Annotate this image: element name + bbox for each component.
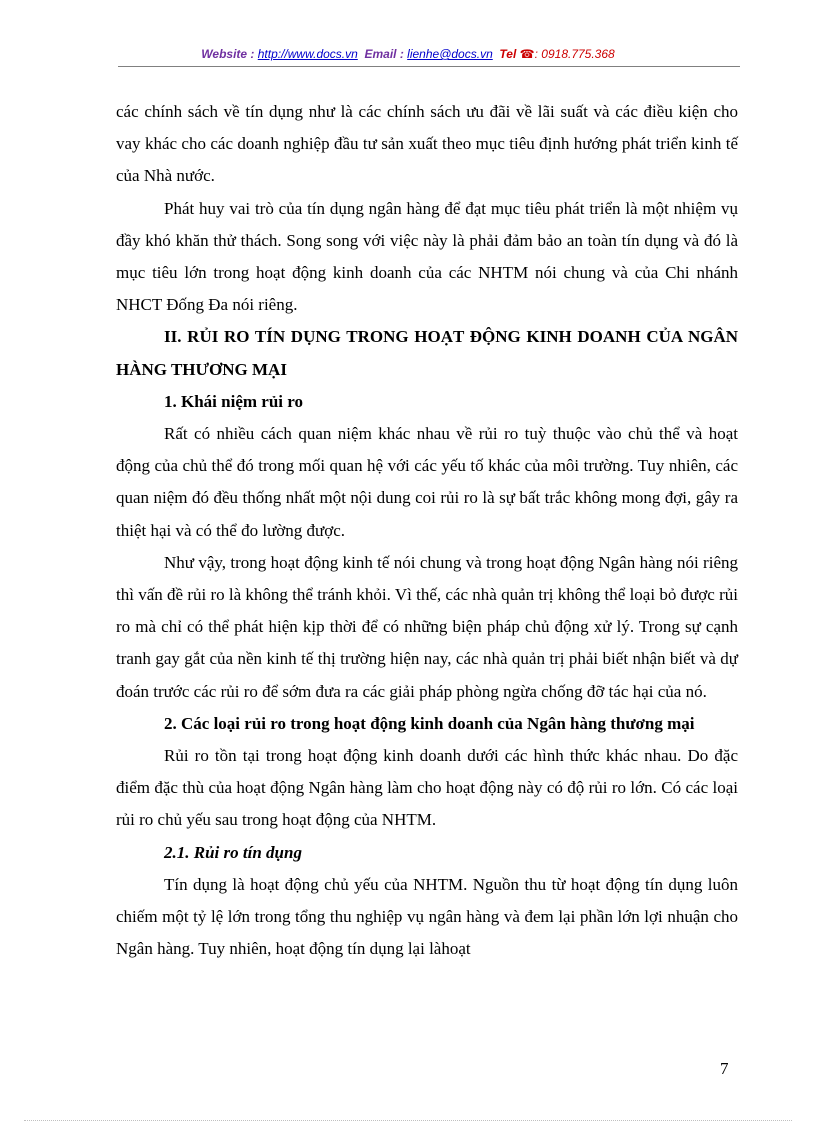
header-divider <box>118 66 740 67</box>
tel-label: Tel <box>499 47 517 61</box>
email-separator: : <box>396 47 404 61</box>
page-header <box>0 47 816 61</box>
email-label: Email <box>364 47 397 61</box>
tel-group <box>499 47 614 61</box>
paragraph-1: các chính sách về tín dụng như là các chính sách ưu đãi về lãi suất và các điều kiện cho vay khác cho các doanh nghiệp đầu tư sản xuất theo mục tiêu định hướng phát triển kinh tế của Nhà nước. <box>116 102 738 186</box>
page-number: 7 <box>720 1059 729 1078</box>
tel-value: : 0918.775.368 <box>534 47 615 61</box>
subsection-heading-2: 2. Các loại rủi ro trong hoạt động kinh doanh của Ngân hàng thương mại <box>164 713 695 733</box>
paragraph-5: Rủi ro tồn tại trong hoạt động kinh doanh dưới các hình thức khác nhau. Do đặc điểm đặc thù của hoạt động Ngân hàng làm cho hoạt động này có độ rủi ro lớn. Có các loại rủi ro chủ yếu sau trong hoạt động của NHTM. <box>116 746 738 830</box>
subsection-heading-1: 1. Khái niệm rủi ro <box>164 391 303 411</box>
footer-divider <box>24 1120 792 1121</box>
document-body <box>116 96 738 965</box>
email-link[interactable]: lienhe@docs.vn <box>407 47 493 61</box>
telephone-icon: ☎ <box>519 47 535 61</box>
website-link[interactable]: http://www.docs.vn <box>257 47 358 61</box>
paragraph-4: Như vậy, trong hoạt động kinh tế nói chung và trong hoạt động Ngân hàng nói riêng thì vấn đề rủi ro là không thể tránh khỏi. Vì thế, các nhà quản trị không thể loại bỏ được rủi ro mà chỉ có thể phát hiện kịp thời để có những biện pháp chủ động xử lý. Trong sự cạnh tranh gay gắt của nền kinh tế thị trường hiện nay, các nhà quản trị phải biết nhận biết và dự đoán trước các rủi ro để sớm đưa ra các giải pháp phòng ngừa chống đỡ tác hại của nó. <box>116 552 738 701</box>
paragraph-6: Tín dụng là hoạt động chủ yếu của NHTM. Nguồn thu từ hoạt động tín dụng luôn chiếm một tỷ lệ lớn trong tổng thu nghiệp vụ ngân hàng và đem lại phần lớn lợi nhuận cho Ngân hàng. Tuy nhiên, hoạt động tín dụng lại làhoạt <box>116 874 738 959</box>
subsection-heading-2-1: 2.1. Rủi ro tín dụng <box>164 842 302 862</box>
paragraph-3: Rất có nhiều cách quan niệm khác nhau về rủi ro tuỳ thuộc vào chủ thể và hoạt động của chủ thể đó trong mối quan hệ với các yếu tố khác của môi trường. Tuy nhiên, các quan niệm đó đều thống nhất một nội dung coi rủi ro là sự bất trắc không mong đợi, gây ra thiệt hại và có thể đo lường được. <box>116 424 738 540</box>
paragraph-2: Phát huy vai trò của tín dụng ngân hàng để đạt mục tiêu phát triển là một nhiệm vụ đầy khó khăn thử thách. Song song với việc này là phải đảm bảo an toàn tín dụng và đó là mục tiêu lớn trong hoạt động kinh doanh của các NHTM nói chung và của Chi nhánh NHCT Đống Đa nói riêng. <box>116 198 738 315</box>
section-heading-2: II. RỦI RO TÍN DỤNG TRONG HOẠT ĐỘNG KINH DOANH CỦA NGÂN HÀNG THƯƠNG MẠI <box>116 327 738 379</box>
website-label: Website : <box>201 47 255 61</box>
